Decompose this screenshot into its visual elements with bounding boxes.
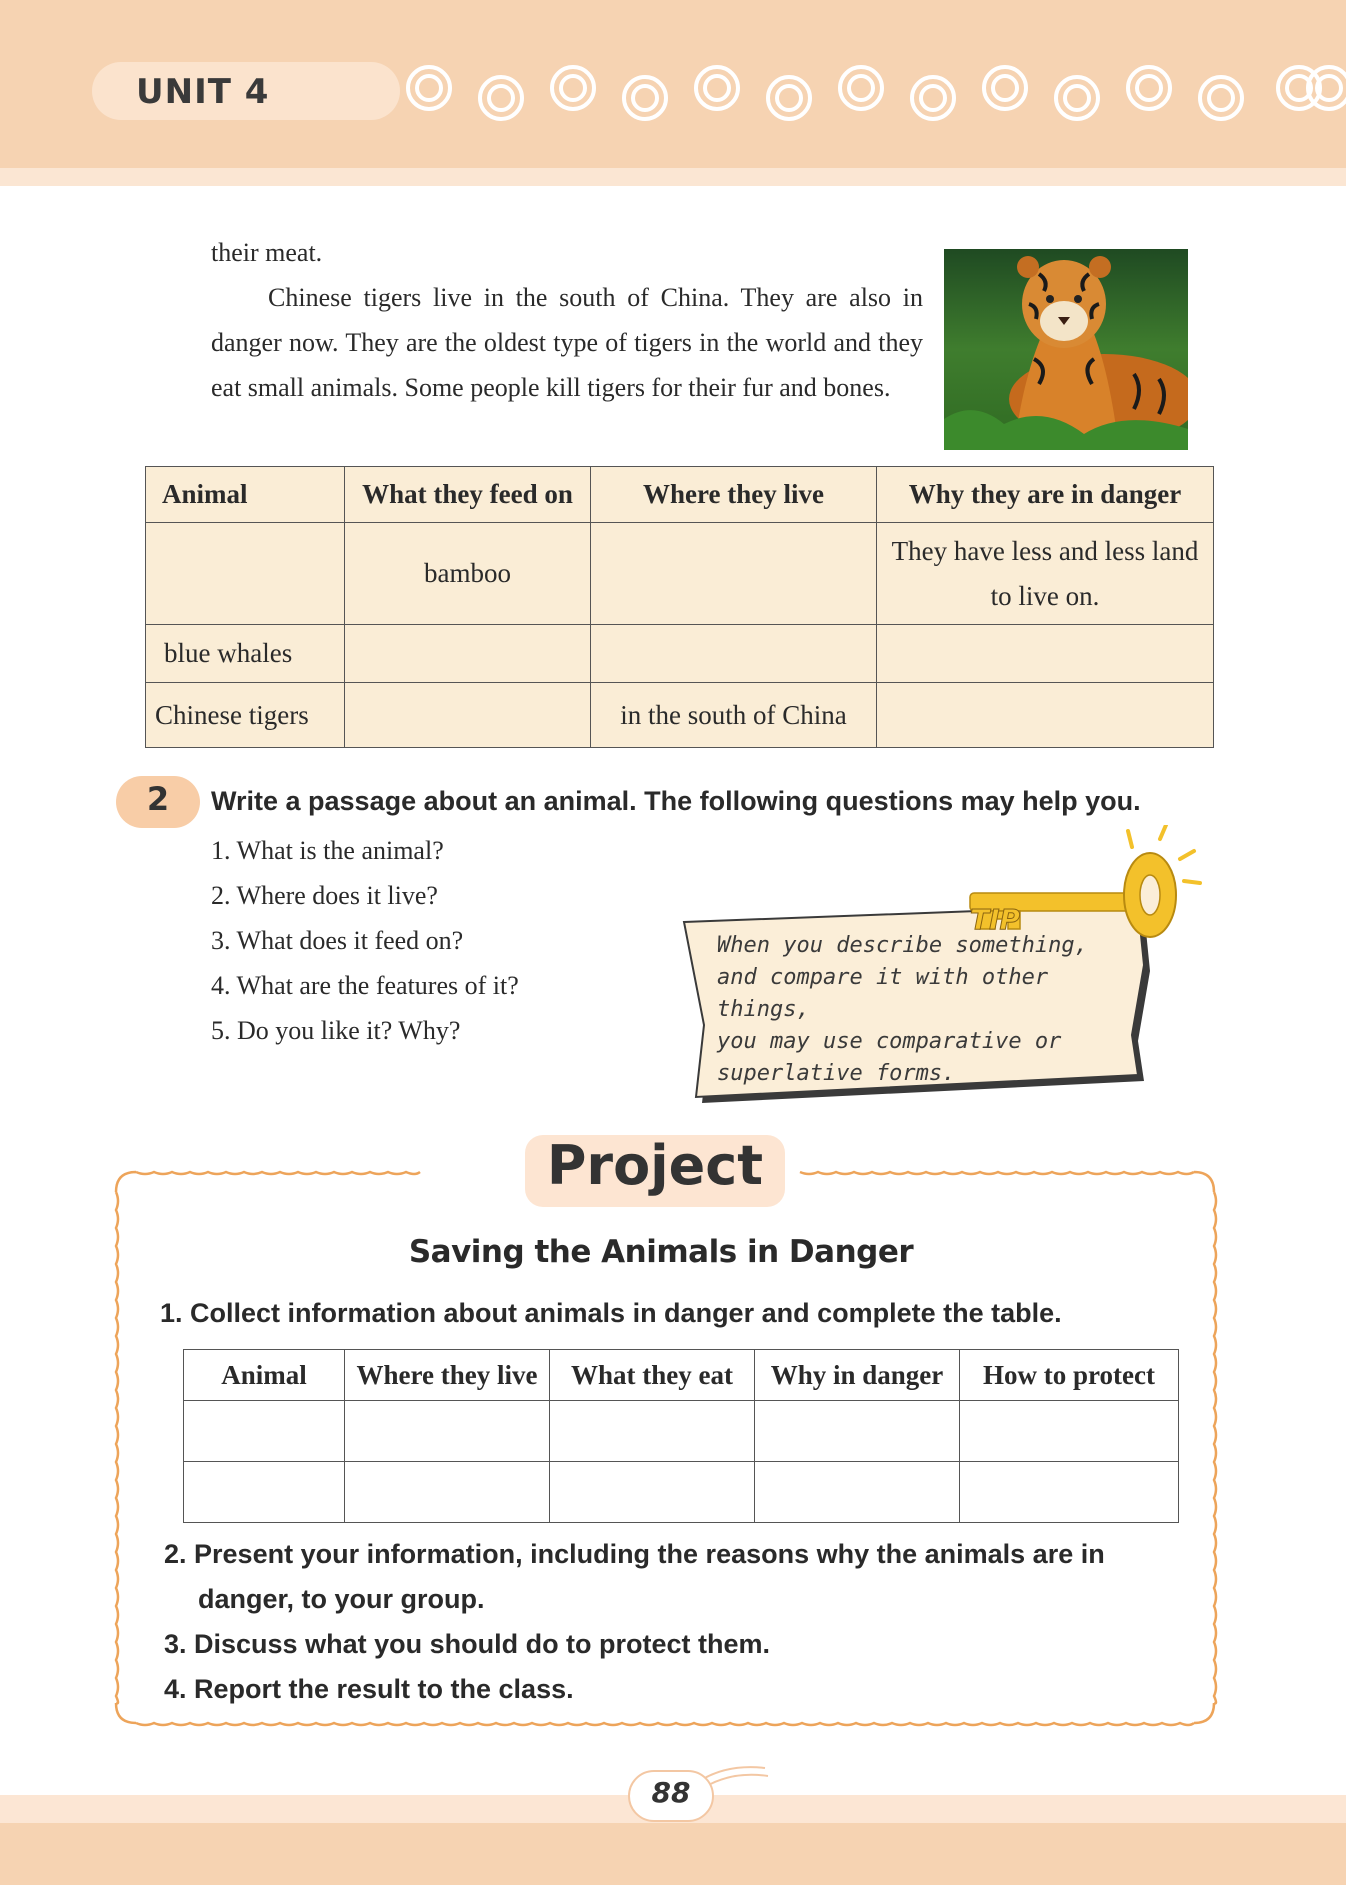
question-item: 3. What does it feed on? bbox=[211, 926, 464, 955]
table-cell[interactable] bbox=[755, 1462, 960, 1523]
header-animal: Animal bbox=[184, 1350, 345, 1401]
project-title: Project bbox=[546, 1134, 764, 1197]
project-step-2-continued: danger, to your group. bbox=[198, 1584, 485, 1614]
table-cell bbox=[345, 625, 591, 683]
header-why-danger: Why they are in danger bbox=[877, 467, 1214, 523]
table-cell[interactable] bbox=[550, 1462, 755, 1523]
table-cell[interactable] bbox=[345, 1462, 550, 1523]
table-cell[interactable] bbox=[960, 1401, 1179, 1462]
project-subtitle: Saving the Animals in Danger bbox=[408, 1234, 914, 1270]
table-row bbox=[184, 1462, 1179, 1523]
project-step-4: 4. Report the result to the class. bbox=[164, 1674, 574, 1704]
table-cell[interactable] bbox=[184, 1401, 345, 1462]
tip-line: superlative forms. bbox=[717, 1061, 956, 1086]
table-cell: blue whales bbox=[146, 625, 345, 683]
table-cell: bamboo bbox=[345, 523, 591, 625]
tip-line: and compare it with other things, bbox=[717, 965, 1049, 1022]
project-step-3: 3. Discuss what you should do to protect them. bbox=[164, 1629, 771, 1659]
table-cell[interactable] bbox=[755, 1401, 960, 1462]
table-cell: in the south of China bbox=[591, 683, 877, 748]
unit-label: UNIT 4 bbox=[136, 72, 270, 112]
decorative-rings bbox=[405, 62, 1346, 132]
section-instruction: Write a passage about an animal. The following questions may help you. bbox=[211, 786, 1141, 816]
page-number: 88 bbox=[651, 1776, 691, 1809]
section-number: 2 bbox=[146, 780, 170, 818]
passage-paragraph: Chinese tigers live in the south of China. They are also in danger now. They are the oldest type of tigers in the world and they eat small animals. Some people kill tigers for their fur and bones. bbox=[211, 283, 923, 402]
table-cell[interactable] bbox=[550, 1401, 755, 1462]
tip-label: TIP bbox=[970, 903, 1021, 936]
table-cell: They have less and less land to live on. bbox=[877, 523, 1214, 625]
question-item: 5. Do you like it? Why? bbox=[211, 1016, 461, 1045]
header-how-protect: How to protect bbox=[960, 1350, 1179, 1401]
project-table bbox=[183, 1349, 1179, 1523]
tip-line: When you describe something, bbox=[717, 933, 1088, 958]
header-feed-on: What they feed on bbox=[345, 467, 591, 523]
table-cell bbox=[591, 523, 877, 625]
header-why-danger: Why in danger bbox=[755, 1350, 960, 1401]
table-cell[interactable] bbox=[345, 1401, 550, 1462]
tip-line: you may use comparative or bbox=[717, 1029, 1062, 1054]
tiger-photo bbox=[944, 249, 1188, 450]
table-row bbox=[146, 683, 1214, 748]
table-cell[interactable] bbox=[184, 1462, 345, 1523]
animals-table bbox=[145, 466, 1214, 748]
header-what-eat: What they eat bbox=[550, 1350, 755, 1401]
table-cell: Chinese tigers bbox=[146, 683, 345, 748]
table-row bbox=[184, 1401, 1179, 1462]
project-step-2: 2. Present your information, including the reasons why the animals are in bbox=[164, 1539, 1105, 1569]
header-stripe bbox=[0, 168, 1346, 186]
footer-band bbox=[0, 1823, 1346, 1885]
table-cell bbox=[591, 625, 877, 683]
passage-line: their meat. bbox=[211, 238, 323, 267]
question-item: 4. What are the features of it? bbox=[211, 971, 519, 1000]
project-step-1: 1. Collect information about animals in danger and complete the table. bbox=[160, 1298, 1062, 1328]
table-cell bbox=[877, 683, 1214, 748]
question-item: 2. Where does it live? bbox=[211, 881, 438, 910]
table-cell bbox=[146, 523, 345, 625]
table-cell bbox=[877, 625, 1214, 683]
table-cell bbox=[345, 683, 591, 748]
tip-text bbox=[717, 930, 1127, 1090]
table-header-row bbox=[146, 467, 1214, 523]
table-header-row bbox=[184, 1350, 1179, 1401]
header-where-live: Where they live bbox=[345, 1350, 550, 1401]
header-where-live: Where they live bbox=[591, 467, 877, 523]
question-item: 1. What is the animal? bbox=[211, 836, 444, 865]
header-animal: Animal bbox=[146, 467, 345, 523]
table-row bbox=[146, 625, 1214, 683]
table-row bbox=[146, 523, 1214, 625]
table-cell[interactable] bbox=[960, 1462, 1179, 1523]
